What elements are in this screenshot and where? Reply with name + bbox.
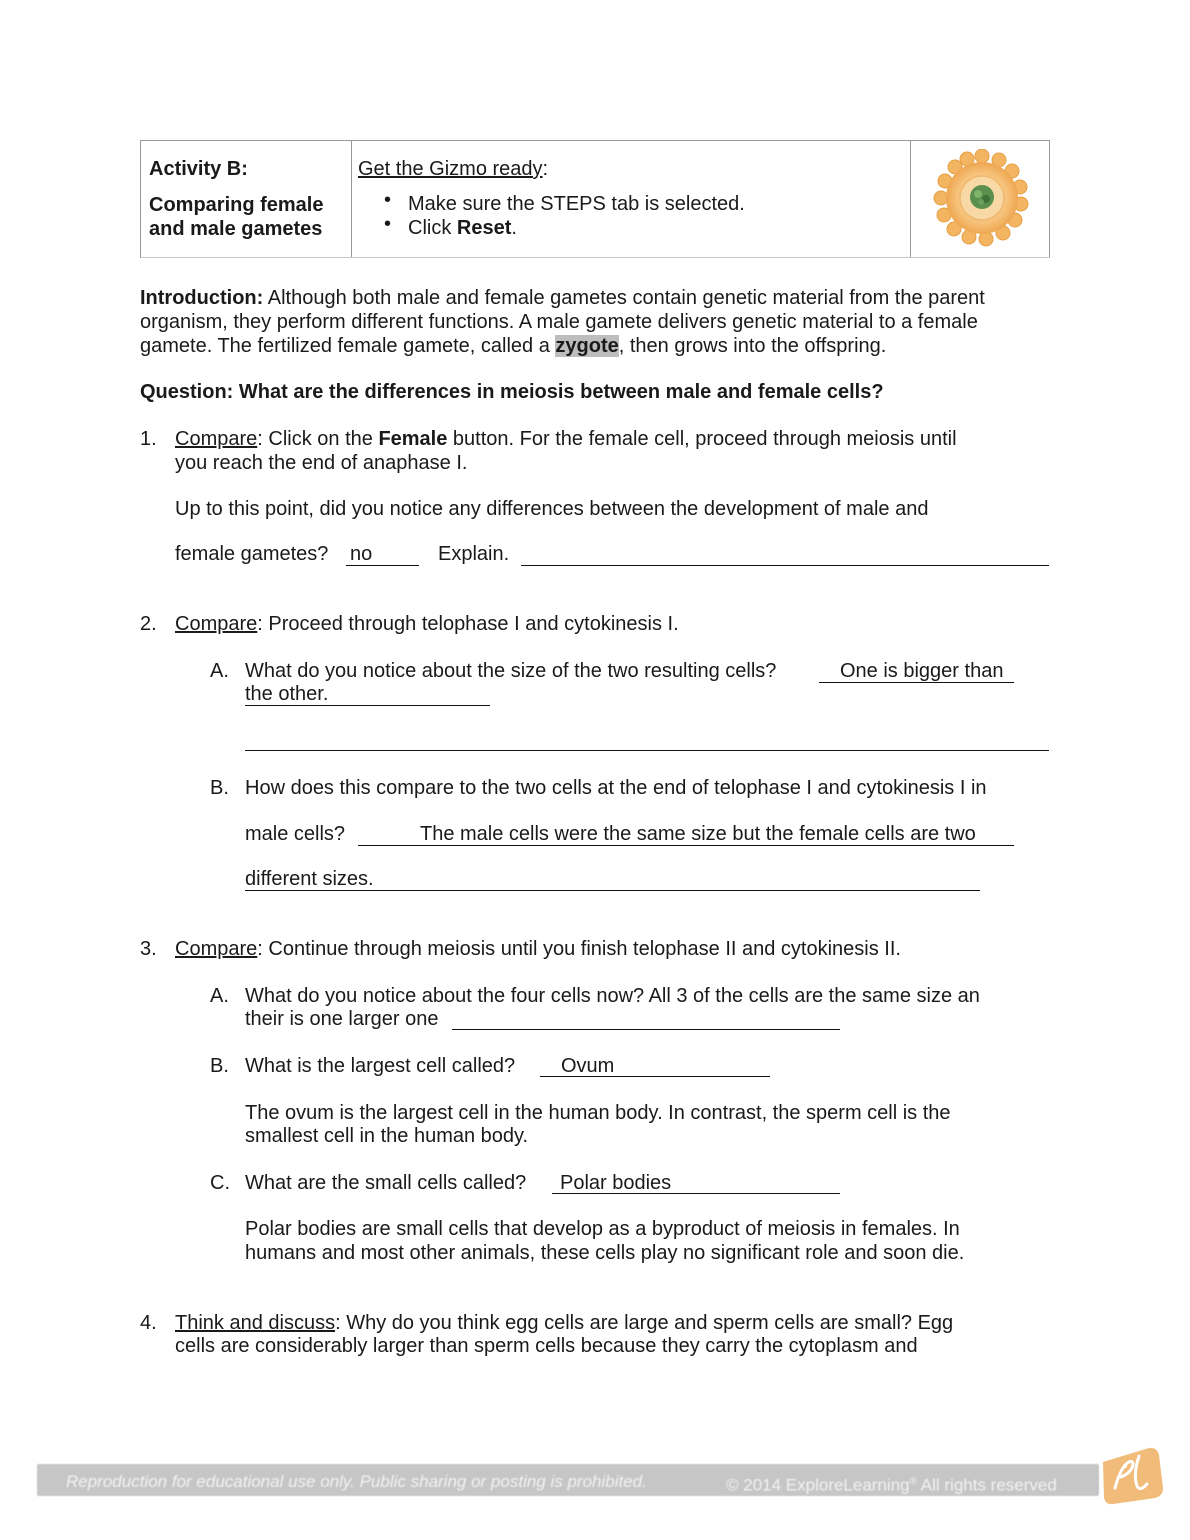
q3c-question: What are the small cells called? bbox=[245, 1172, 527, 1194]
q2a-answer-1: One is bigger than bbox=[840, 660, 1004, 682]
q1-prompt-1: Up to this point, did you notice any differences between the development of male and bbox=[175, 498, 929, 520]
q3b-note-1: The ovum is the largest cell in the human body. In contrast, the sperm cell is the bbox=[245, 1102, 951, 1124]
q3-line-1: Compare: Continue through meiosis until you finish telophase II and cytokinesis II. bbox=[175, 938, 901, 960]
q2b-question: How does this compare to the two cells at the end of telophase I and cytokinesis I in bbox=[245, 777, 987, 799]
q3a-letter: A. bbox=[210, 985, 229, 1007]
q3b-answer: Ovum bbox=[561, 1055, 615, 1077]
q4-number: 4. bbox=[140, 1312, 157, 1334]
step-2: Click Reset. bbox=[408, 217, 517, 239]
zygote-term: zygote bbox=[555, 335, 619, 357]
q3b-letter: B. bbox=[210, 1055, 229, 1077]
intro-line-1: Introduction: Although both male and female gametes contain genetic material from the parent bbox=[140, 287, 985, 309]
q1-explain-blank[interactable] bbox=[521, 565, 1049, 566]
q3-number: 3. bbox=[140, 938, 157, 960]
activity-cell bbox=[141, 141, 352, 257]
footer-notice: Reproduction for educational use only. Public sharing or posting is prohibited. bbox=[66, 1472, 647, 1491]
q1-prompt-2: female gametes? bbox=[175, 543, 329, 565]
q1-explain-label: Explain. bbox=[438, 543, 510, 565]
footer-copyright: © 2014 ExploreLearning® All rights reserved bbox=[726, 1475, 1057, 1495]
explorelearning-logo-icon bbox=[1097, 1444, 1165, 1506]
q2-line-1: Compare: Proceed through telophase I and cytokinesis I. bbox=[175, 613, 679, 635]
activity-title: Comparing female and male gametes bbox=[149, 194, 324, 240]
q1-line-2: you reach the end of anaphase I. bbox=[175, 452, 468, 474]
activity-header-table bbox=[140, 140, 1050, 258]
q3c-letter: C. bbox=[210, 1172, 230, 1194]
q3c-note-2: humans and most other animals, these cells play no significant role and soon die. bbox=[245, 1242, 965, 1264]
q2a-letter: A. bbox=[210, 660, 229, 682]
instructions-cell bbox=[352, 141, 911, 257]
q1-number: 1. bbox=[140, 428, 157, 450]
main-question: Question: What are the differences in meiosis between male and female cells? bbox=[140, 381, 884, 403]
gamete-cell-icon bbox=[931, 149, 1033, 247]
q3a-answer: their is one larger one bbox=[245, 1008, 439, 1030]
q4-line-2: cells are considerably larger than sperm cells because they carry the cytoplasm and bbox=[175, 1335, 918, 1357]
q4-line-1: Think and discuss: Why do you think egg cells are large and sperm cells are small? Egg bbox=[175, 1312, 954, 1334]
q1-line-1: Compare: Click on the Female button. For the female cell, proceed through meiosis until bbox=[175, 428, 957, 450]
q2-number: 2. bbox=[140, 613, 157, 635]
q3c-note-1: Polar bodies are small cells that develop as a byproduct of meiosis in females. In bbox=[245, 1218, 960, 1240]
q3a-question: What do you notice about the four cells now? All 3 of the cells are the same size an bbox=[245, 985, 980, 1007]
q1-answer: no bbox=[350, 543, 373, 565]
q2a-question: What do you notice about the size of the two resulting cells? bbox=[245, 660, 777, 682]
intro-line-2: organism, they perform different functions. A male gamete delivers genetic material to a female bbox=[140, 311, 978, 333]
q2b-question-2: male cells? bbox=[245, 823, 346, 845]
q2b-letter: B. bbox=[210, 777, 229, 799]
q3a-answer-blank[interactable] bbox=[452, 1029, 840, 1030]
q3b-note-2: smallest cell in the human body. bbox=[245, 1125, 529, 1147]
image-cell bbox=[911, 141, 1049, 257]
q2b-answer-2: different sizes. bbox=[245, 868, 374, 890]
q2a-answer-2: the other. bbox=[245, 683, 329, 705]
q2a-extra-blank[interactable] bbox=[245, 750, 1049, 751]
gizmo-ready-heading: Get the Gizmo ready: bbox=[358, 158, 549, 180]
intro-line-3: gamete. The fertilized female gamete, called a zygote, then grows into the offspring. bbox=[140, 335, 887, 357]
q2b-answer-1: The male cells were the same size but the female cells are two bbox=[420, 823, 976, 845]
bullet-icon: • bbox=[384, 189, 392, 211]
q3c-answer: Polar bodies bbox=[560, 1172, 672, 1194]
bullet-icon: • bbox=[384, 213, 392, 235]
q3b-question: What is the largest cell called? bbox=[245, 1055, 516, 1077]
step-1: Make sure the STEPS tab is selected. bbox=[408, 193, 745, 215]
activity-label: Activity B: bbox=[149, 158, 248, 180]
